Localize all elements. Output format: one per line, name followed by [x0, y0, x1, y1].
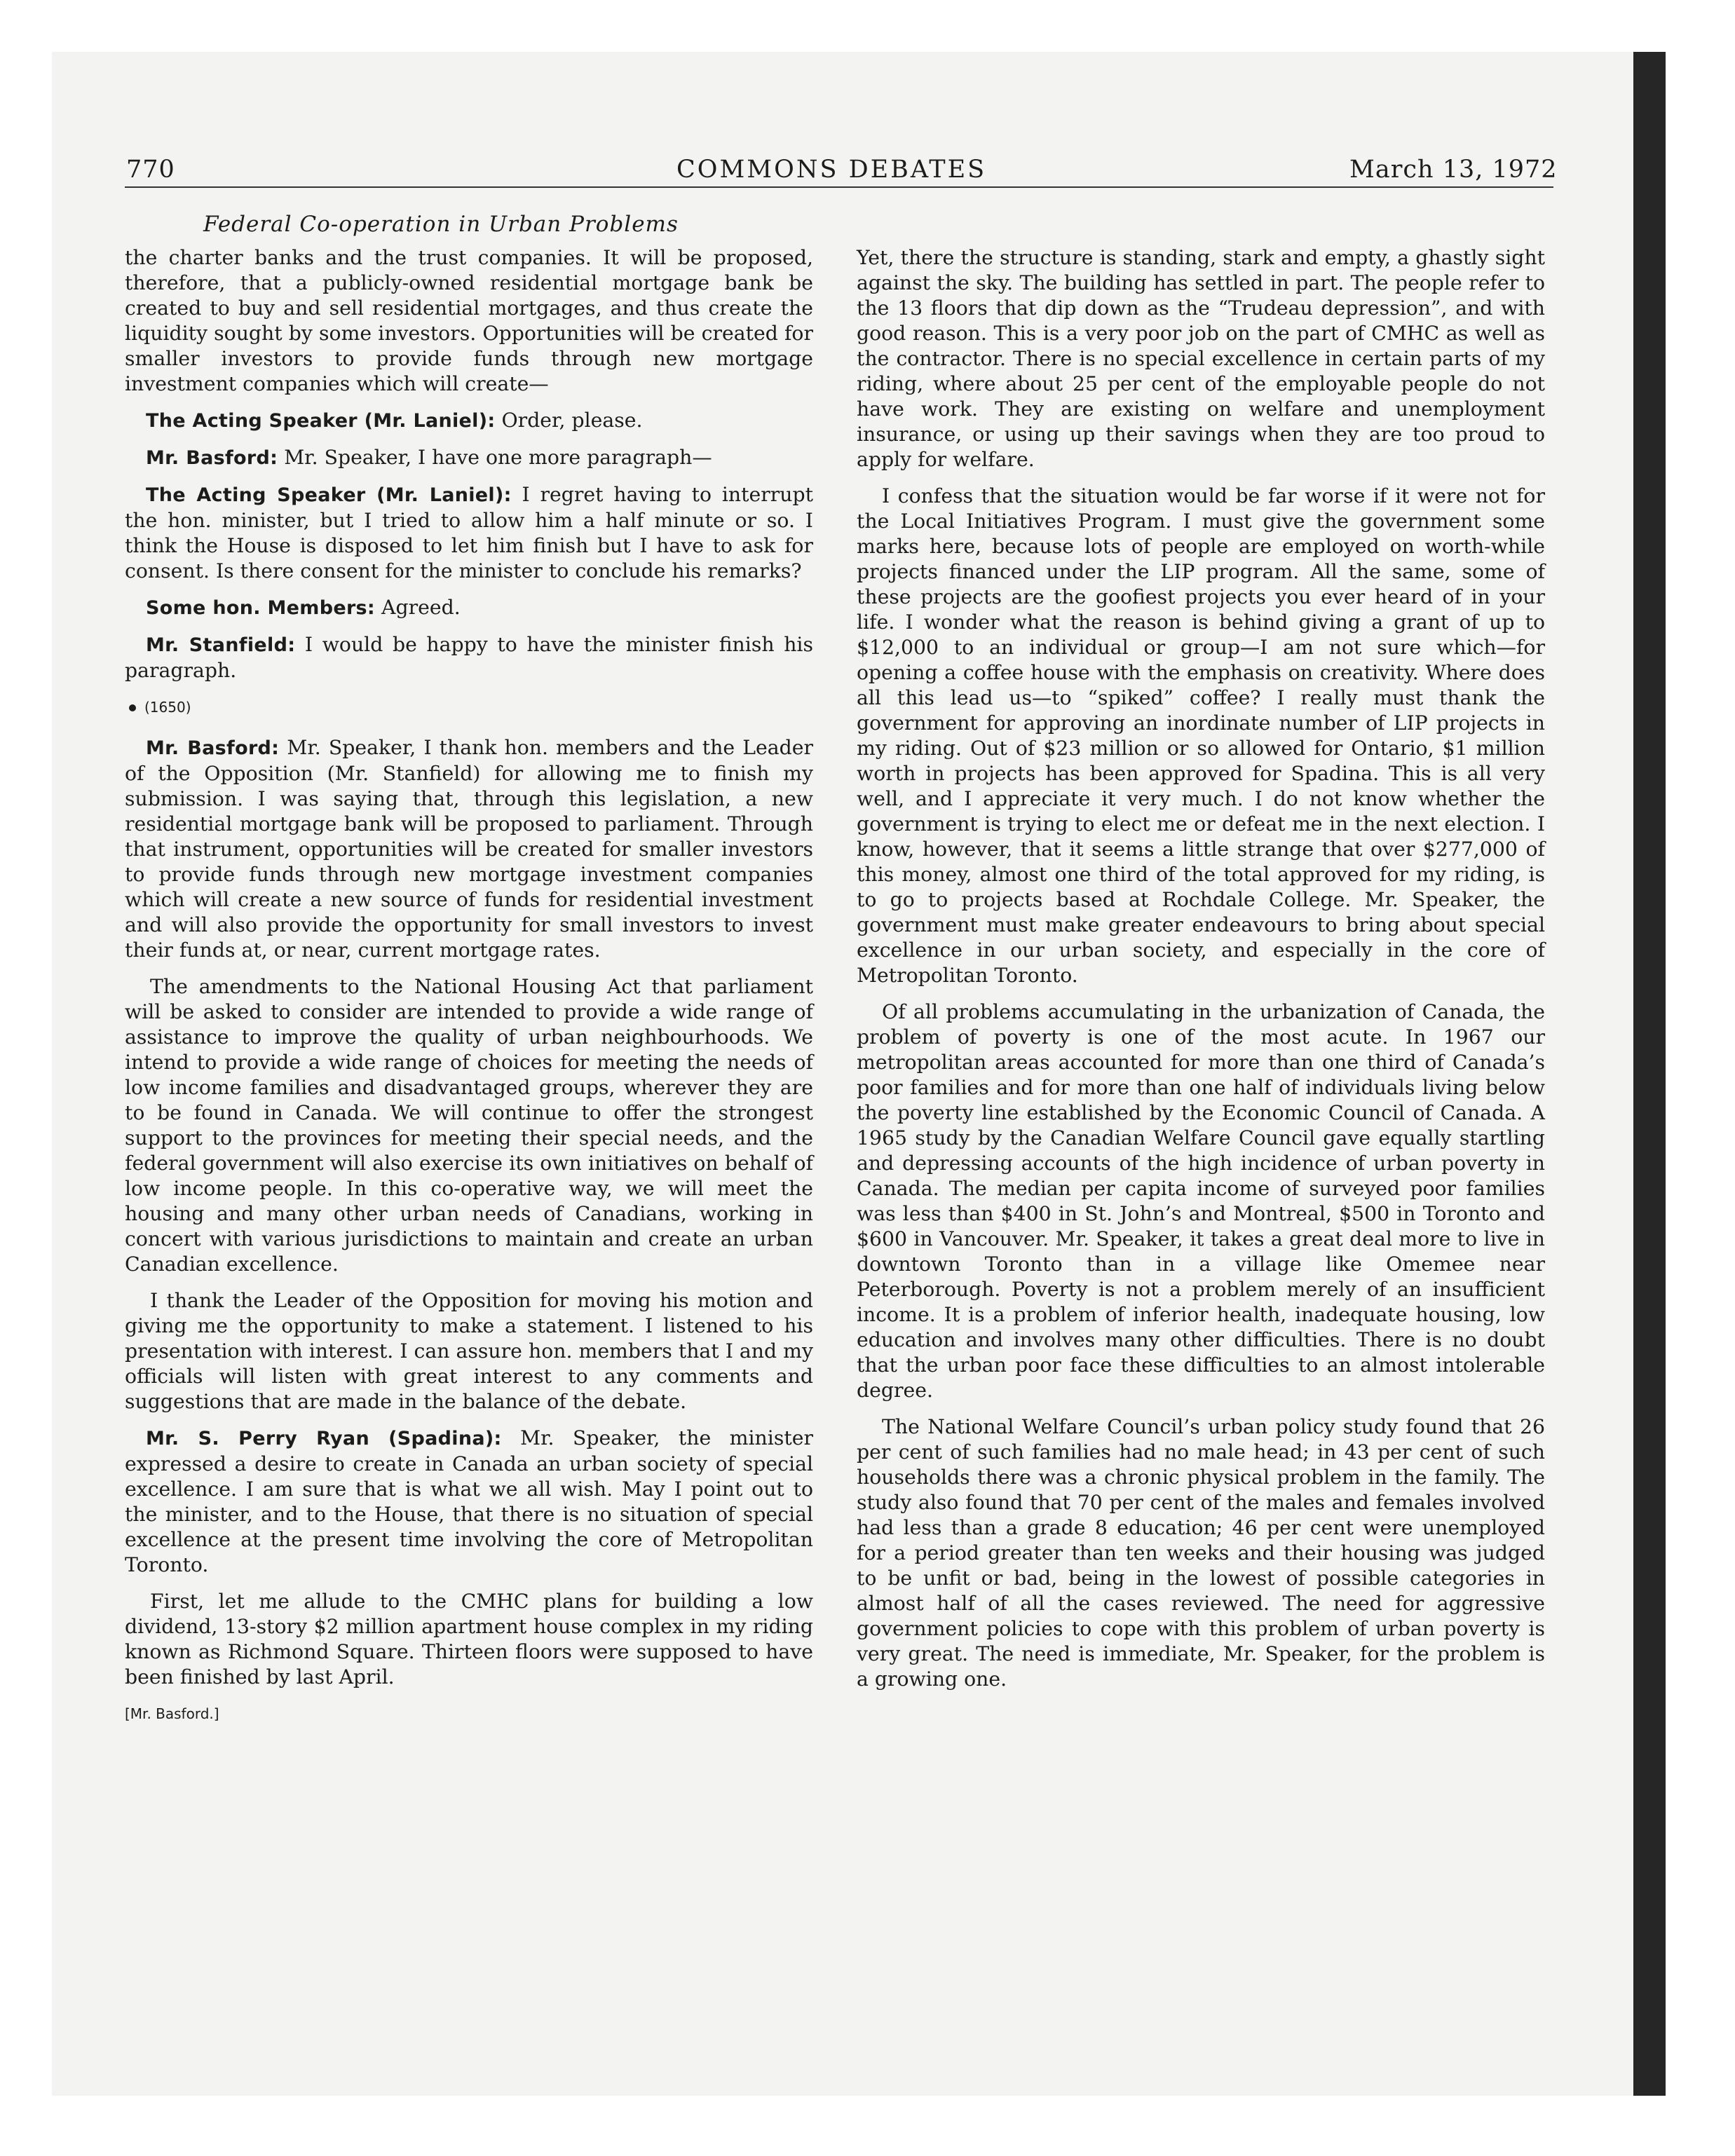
page-date: March 13, 1972: [1349, 156, 1558, 184]
speech-paragraph: [125, 482, 813, 584]
speech-text: Mr. Speaker, I thank hon. members and the Leader of the Opposition (Mr. Stanfield) for allowing me to finish my submission. I was saying that, through this legislation, a new residential mortgage bank will be proposed to parliament. Through that instrument, opportunities will be created for smaller investors to provide funds through new mortgage investment companies which will create a new source of funds for residential investment and will also provide the opportunity for small investors to invest their funds at, or near, current mortgage rates.: [125, 736, 814, 962]
speaker-name: Mr. Basford:: [146, 737, 280, 759]
section-title: Federal Co-operation in Urban Problems: [203, 212, 679, 237]
left-column: [125, 245, 813, 1726]
time-marker: [125, 695, 813, 720]
speech-text: Agreed.: [375, 596, 461, 619]
footnote: [Mr. Basford.]: [125, 1705, 219, 1722]
speech-paragraph: [125, 735, 813, 963]
paragraph: the charter banks and the trust companies. It will be proposed, therefore, that a publicly-owned residential mortgage bank be created to buy and sell residential mortgages, and thus create the liquidity sought by some investors. Opportunities will be created for smaller investors to provide funds through new mortgage investment companies which will create—: [125, 246, 813, 395]
paragraph: First, let me allude to the CMHC plans for building a low dividend, 13-story $2 million apartment house complex in my riding known as Richmond Square. Thirteen floors were supposed to have been finished by last April.: [125, 1590, 813, 1688]
speaker-name: Mr. Stanfield:: [146, 634, 296, 656]
running-title: COMMONS DEBATES: [676, 156, 987, 184]
speech-text: I regret having to interrupt the hon. minister, but I tried to allow him a half minute or so. I think the House is disposed to let him finish but I have to ask for consent. Is there consent for the minister to conclude his remarks?: [125, 483, 813, 582]
header-rule: [125, 186, 1553, 188]
speech-paragraph: [125, 1426, 813, 1578]
bullet-icon: [129, 704, 136, 711]
speaker-name: Mr. Basford:: [146, 447, 278, 469]
right-column: [857, 245, 1545, 1703]
speaker-name: Mr. S. Perry Ryan (Spadina):: [146, 1428, 502, 1449]
speaker-name: Some hon. Members:: [146, 597, 376, 619]
speaker-name: The Acting Speaker (Mr. Laniel):: [146, 484, 512, 506]
speech-text: Mr. Speaker, I have one more paragraph—: [278, 446, 712, 469]
speech-paragraph: [125, 632, 813, 683]
speaker-name: The Acting Speaker (Mr. Laniel):: [146, 410, 496, 432]
time-marker-text: (1650): [144, 699, 191, 716]
speech-paragraph: [125, 408, 813, 434]
paragraph: Yet, there the structure is standing, stark and empty, a ghastly sight against the sky. The building has settled in part. The people refer to the 13 floors that dip down as the “Trudeau depression”, and with good reason. This is a very poor job on the part of CMHC as well as the contractor. There is no special excellence in certain parts of my riding, where about 25 per cent of the employable people do not have work. They are existing on welfare and unemployment insurance, or using up their savings when they are too proud to apply for welfare.: [857, 246, 1545, 471]
speech-paragraph: [125, 445, 813, 471]
paragraph: I thank the Leader of the Opposition for moving his motion and giving me the opportunity to make a statement. I listened to his presentation with interest. I can assure hon. members that I and my officials will listen with great interest to any comments and suggestions that are made in the balance of the debate.: [125, 1289, 813, 1413]
speech-paragraph: [125, 595, 813, 621]
paragraph: The amendments to the National Housing Act that parliament will be asked to consider are intended to provide a wide range of assistance to improve the quality of urban neighbourhoods. We intend to provide a wide range of choices for meeting the needs of low income families and disadvantaged groups, wherever they are to be found in Canada. We will continue to offer the strongest support to the provinces for meeting their special needs, and the federal government will also exercise its own initiatives on behalf of low income people. In this co-operative way, we will meet the housing and many other urban needs of Canadians, working in concert with various jurisdictions to maintain and create an urban Canadian excellence.: [125, 975, 813, 1276]
paragraph: Of all problems accumulating in the urbanization of Canada, the problem of poverty is one of the most acute. In 1967 our metropolitan areas accounted for more than one third of Canada’s poor families and for more than one half of individuals living below the poverty line established by the Economic Council of Canada. A 1965 study by the Canadian Welfare Council gave equally startling and depressing accounts of the high incidence of urban poverty in Canada. The median per capita income of surveyed poor families was less than $400 in St. John’s and Montreal, $500 in Toronto and $600 in Vancouver. Mr. Speaker, it takes a great deal more to live in downtown Toronto than in a village like Omemee near Peterborough. Poverty is not a problem merely of an insufficient income. It is a problem of inferior health, inadequate housing, low education and involves many other difficulties. There is no doubt that the urban poor face these difficulties to an almost intolerable degree.: [857, 1000, 1545, 1402]
speech-text: Mr. Speaker, the minister expressed a desire to create in Canada an urban society of special excellence. I am sure that is what we all wish. May I point out to the minister, and to the House, that there is no situation of special excellence at the present time involving the core of Metropolitan Toronto.: [125, 1426, 813, 1576]
page-number: 770: [126, 156, 175, 184]
speech-text: Order, please.: [495, 409, 643, 432]
paragraph: The National Welfare Council’s urban policy study found that 26 per cent of such families had no male head; in 43 per cent of such households there was a chronic physical problem in the family. The study also found that 70 per cent of the males and females involved had less than a grade 8 education; 46 per cent were unemployed for a period greater than ten weeks and their housing was judged to be unfit or bad, being in the lowest of possible categories in almost half of all the cases reviewed. The need for aggressive government policies to cope with this problem of urban poverty is very great. The need is immediate, Mr. Speaker, for the problem is a growing one.: [857, 1415, 1545, 1691]
speech-text: I would be happy to have the minister finish his paragraph.: [125, 633, 813, 682]
paragraph: I confess that the situation would be far worse if it were not for the Local Initiatives Program. I must give the government some marks here, because lots of people are employed on worth-while projects financed under the LIP program. All the same, some of these projects are the goofiest projects you ever heard of in your life. I wonder what the reason is behind giving a grant of up to $12,000 to an individual or group—I am not sure which—for opening a coffee house with the emphasis on creativity. Where does all this lead us—to “spiked” coffee? I really must thank the government for approving an inordinate number of LIP projects in my riding. Out of $23 million or so allowed for Ontario, $1 million worth in projects has been approved for Spadina. This is all very well, and I appreciate it very much. I do not know whether the government is trying to elect me or defeat me in the next election. I know, however, that it seems a little strange that over $277,000 of this money, almost one third of the total approved for my riding, is to go to projects based at Rochdale College. Mr. Speaker, the government must make greater endeavours to bring about special excellence in our urban society, and especially in the core of Metropolitan Toronto.: [857, 484, 1545, 987]
binding-edge: [1633, 52, 1666, 2096]
